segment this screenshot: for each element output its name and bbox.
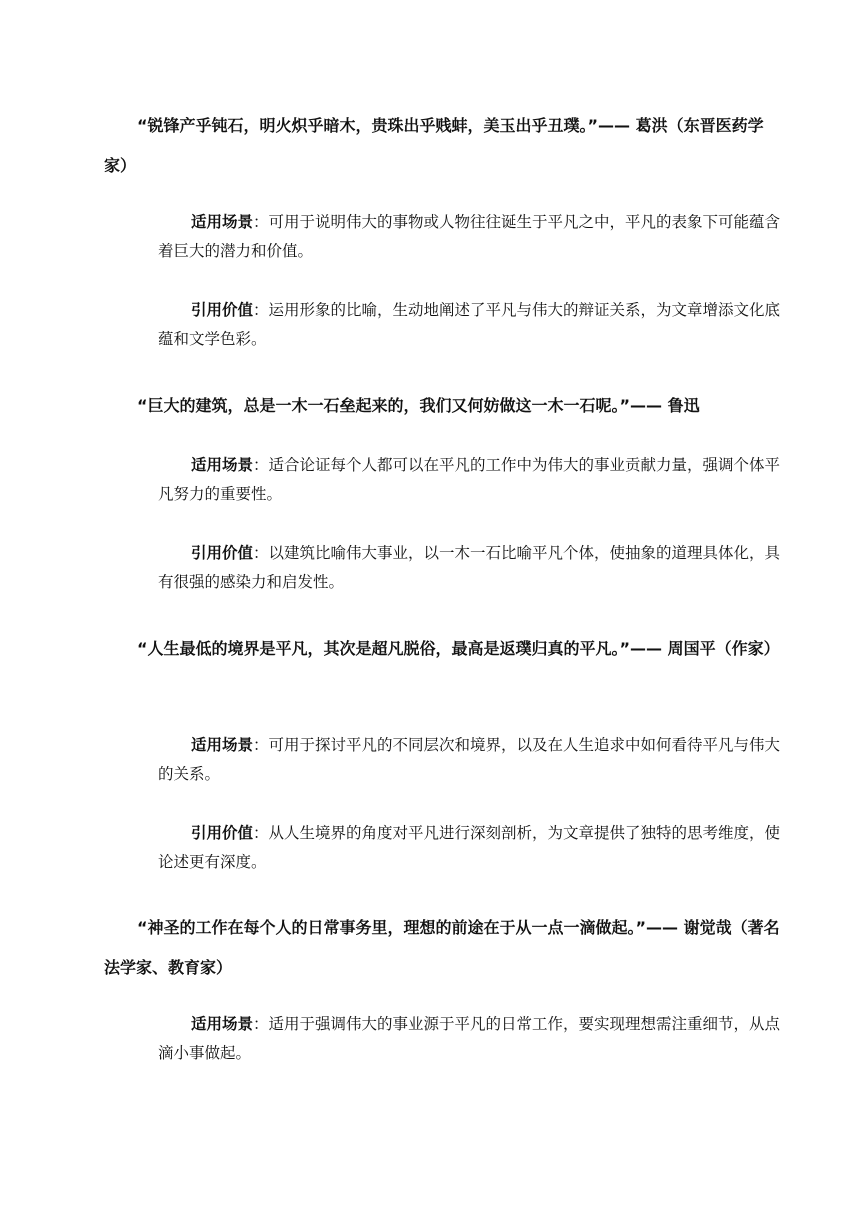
applicable-scene-gehong [158, 208, 784, 266]
quote-luxun: “巨大的建筑，总是一木一石垒起来的，我们又何妨做这一木一石呢。”—— 鲁迅 [137, 396, 700, 415]
citation-value-zhouguoping [158, 819, 784, 877]
scene-label: 适用场景 [191, 456, 254, 474]
applicable-scene-zhouguoping [158, 731, 784, 789]
scene-label: 适用场景 [191, 736, 254, 754]
scene-label: 适用场景 [191, 213, 254, 231]
value-label: 引用价值 [191, 544, 254, 562]
value-text: ：以建筑比喻伟大事业，以一木一石比喻平凡个体，使抽象的道理具体化，具有很强的感染力和启发性。 [158, 544, 781, 591]
value-label: 引用价值 [191, 824, 254, 842]
applicable-scene-xiejuezai [158, 1010, 784, 1068]
value-label: 引用价值 [191, 301, 254, 319]
scene-text: ：适用于强调伟大的事业源于平凡的日常工作，要实现理想需注重细节，从点滴小事做起。 [158, 1015, 781, 1062]
quote-gehong: “锐锋产乎钝石，明火炽乎暗木，贵珠出乎贱蚌，美玉出乎丑璞。”—— 葛洪（东晋医药学家） [104, 116, 764, 175]
value-text: ：运用形象的比喻，生动地阐述了平凡与伟大的辩证关系，为文章增添文化底蕴和文学色彩。 [158, 301, 781, 348]
scene-text: ：可用于探讨平凡的不同层次和境界，以及在人生追求中如何看待平凡与伟大的关系。 [158, 736, 781, 783]
quote-zhouguoping: “人生最低的境界是平凡，其次是超凡脱俗，最高是返璞归真的平凡。”—— 周国平（作家） [137, 639, 780, 658]
applicable-scene-luxun [158, 451, 784, 509]
scene-label: 适用场景 [191, 1015, 254, 1033]
scene-text: ：适合论证每个人都可以在平凡的工作中为伟大的事业贡献力量，强调个体平凡努力的重要性。 [158, 456, 781, 503]
citation-value-luxun [158, 539, 784, 597]
scene-text: ：可用于说明伟大的事物或人物往往诞生于平凡之中，平凡的表象下可能蕴含着巨大的潜力和价值。 [158, 213, 781, 260]
value-text: ：从人生境界的角度对平凡进行深刻剖析，为文章提供了独特的思考维度，使论述更有深度。 [158, 824, 781, 871]
quote-xiejuezai: “神圣的工作在每个人的日常事务里，理想的前途在于从一点一滴做起。”—— 谢觉哉（著名法学家、教育家） [104, 918, 780, 977]
citation-value-gehong [158, 296, 784, 354]
